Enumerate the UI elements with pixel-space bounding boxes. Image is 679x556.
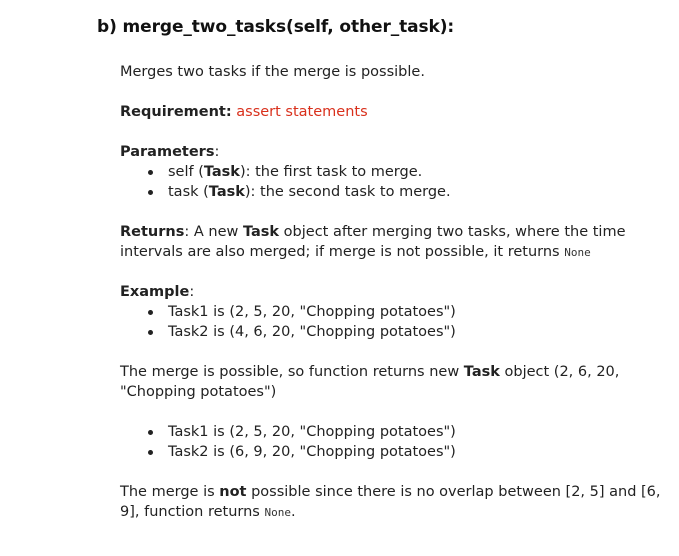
returns-label: Returns bbox=[120, 224, 185, 240]
list-item: Task2 is (4, 6, 20, "Chopping potatoes") bbox=[120, 322, 665, 342]
requirement-line bbox=[120, 102, 665, 122]
requirement-label: Requirement: bbox=[120, 104, 232, 120]
example-list-2 bbox=[120, 422, 665, 462]
parameters-colon: : bbox=[214, 144, 220, 160]
example-section: Example: Task1 is (2, 5, 20, "Chopping potatoes") Task2 is (4, 6, 20, "Chopping potatoes") bbox=[120, 282, 665, 342]
method-description: Merges two tasks if the merge is possible. bbox=[120, 64, 425, 80]
parameters-label: Parameters bbox=[120, 144, 215, 160]
list-item: task (Task): the second task to merge. bbox=[120, 182, 665, 202]
list-item: Task1 is (2, 5, 20, "Chopping potatoes") bbox=[120, 422, 665, 442]
parameters-list bbox=[120, 162, 665, 202]
returns-section: Returns: A new Task object after merging two tasks, where the time intervals are also merged; if merge is not possible, it returns None bbox=[120, 224, 626, 260]
example-label: Example bbox=[120, 284, 190, 300]
code-none: None bbox=[264, 506, 291, 519]
method-heading: b) merge_two_tasks(self, other_task): bbox=[97, 17, 455, 37]
example-result-2: The merge is not possible since there is no overlap between [2, 5] and [6, 9], function returns None. bbox=[120, 484, 661, 520]
example-result-1: The merge is possible, so function returns new Task object (2, 6, 20, "Chopping potatoes") bbox=[120, 364, 620, 400]
list-item: Task1 is (2, 5, 20, "Chopping potatoes") bbox=[120, 302, 665, 322]
code-none: None bbox=[564, 246, 591, 259]
parameters-section bbox=[120, 142, 665, 202]
list-item: self (Task): the first task to merge. bbox=[120, 162, 665, 182]
list-item: Task2 is (6, 9, 20, "Chopping potatoes") bbox=[120, 442, 665, 462]
requirement-value: assert statements bbox=[236, 104, 368, 120]
example-list-1 bbox=[120, 302, 665, 342]
example-section-2 bbox=[120, 422, 665, 462]
